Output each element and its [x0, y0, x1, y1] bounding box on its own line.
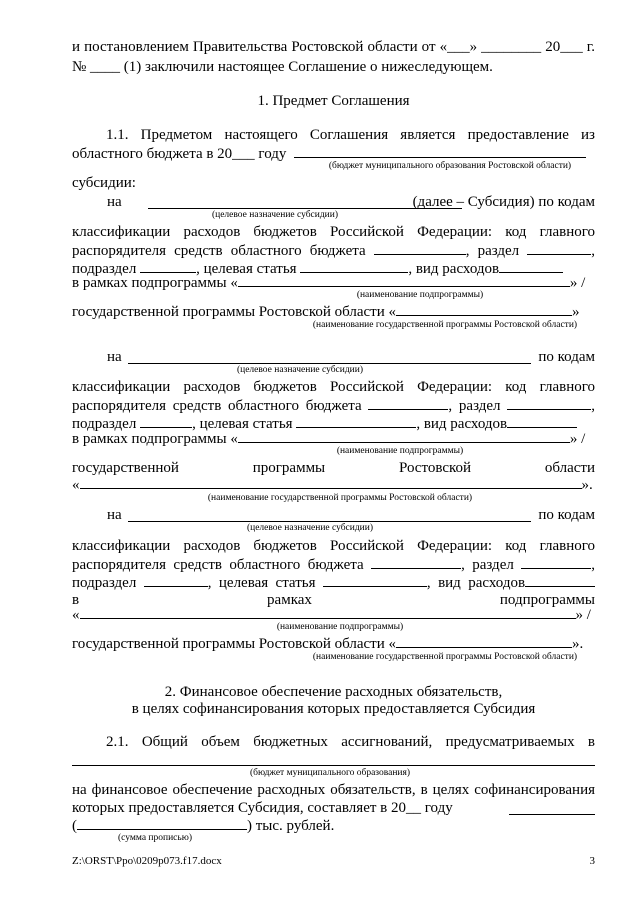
blank-field: [128, 508, 531, 522]
text-segment: » /: [569, 431, 586, 447]
blank-field: [300, 259, 408, 273]
paragraph-1-1: 1.1. Предметом настоящего Соглашения является предоставление из: [106, 127, 595, 143]
blank-field: [77, 816, 247, 830]
text-segment: , вид расходов: [426, 575, 526, 591]
field-caption: (наименование подпрограммы): [356, 290, 484, 300]
blank-field: [140, 259, 196, 273]
field-caption: (целевое назначение субсидии): [211, 210, 339, 220]
text-segment: распорядителя средств областного бюджета: [72, 398, 362, 414]
text-line: субсидии:: [72, 175, 136, 191]
blank-field: [294, 144, 586, 158]
text-segment: подраздел: [72, 575, 137, 591]
text-segment: подпрограммы: [499, 592, 596, 608]
blank-field: [144, 573, 208, 587]
field-caption: (наименование государственной программы Ростовской области): [207, 493, 473, 503]
text-segment: на: [107, 194, 122, 210]
text-segment: Ростовской: [398, 460, 472, 476]
blank-field: [507, 414, 577, 428]
blank-field: [507, 396, 591, 410]
text-segment: » /: [569, 275, 586, 291]
text-segment: государственной: [72, 460, 179, 476]
section-heading-2: 2. Финансовое обеспечение расходных обязательств,: [164, 684, 503, 700]
text-segment: ».: [581, 477, 593, 493]
text-line: распорядителя средств областного бюджета , раздел ,: [72, 557, 596, 573]
page-number: 3: [589, 855, 595, 867]
field-caption: (целевое назначение субсидии): [246, 523, 374, 533]
text-line: [72, 302, 595, 321]
text-segment: программы: [252, 460, 326, 476]
footer-file-path: Z:\ORST\Ppo\0209p073.f17.docx: [72, 855, 222, 867]
field-caption: (целевое назначение субсидии): [236, 365, 364, 375]
text-line: № ____ (1) заключили настоящее Соглашение о нижеследующем.: [72, 59, 493, 75]
text-line: распорядителя средств областного бюджета , раздел ,: [72, 398, 595, 414]
text-line: классификации расходов бюджетов Российской Федерации: код главного: [72, 224, 595, 240]
text-segment: области: [544, 460, 596, 476]
text-segment: подраздел: [72, 261, 137, 277]
text-segment: (далее – Субсидия) по кодам: [412, 194, 595, 210]
text-segment: »: [572, 304, 580, 320]
blank-field: [323, 573, 427, 587]
text-segment: на: [107, 349, 122, 365]
text-segment: , целевая статья: [192, 416, 293, 432]
text-segment: (: [72, 818, 77, 834]
blank-field: [140, 414, 192, 428]
blank-field: [80, 605, 576, 619]
field-caption: (наименование государственной программы Ростовской области): [312, 320, 578, 330]
text-segment: которых предоставляется Субсидия, составляет в 20__ году: [72, 800, 453, 816]
text-line: на финансовое обеспечение расходных обязательств, в целях софинансирования: [72, 782, 595, 798]
field-caption: (наименование подпрограммы): [276, 622, 404, 632]
text-line: классификации расходов бюджетов Российской Федерации: код главного: [72, 538, 595, 554]
text-segment: государственной программы Ростовской области «: [72, 636, 397, 652]
blank-field: [374, 241, 466, 255]
blank-field: [128, 350, 531, 364]
field-caption: (наименование государственной программы Ростовской области): [312, 652, 578, 662]
field-caption: (сумма прописью): [118, 833, 192, 843]
text-segment: распорядителя средств областного бюджета: [72, 557, 364, 573]
blank-field: [368, 396, 448, 410]
text-segment: на: [107, 507, 122, 523]
blank-field: [499, 259, 563, 273]
blank-field: [396, 634, 572, 648]
text-line: распорядителя средств областного бюджета , раздел ,: [72, 243, 596, 259]
text-segment: , целевая статья: [207, 575, 316, 591]
text-segment: , раздел: [448, 398, 501, 414]
text-segment: , вид расходов: [416, 416, 508, 432]
text-segment: в рамках подпрограммы «: [72, 431, 238, 447]
text-segment: , целевая статья: [196, 261, 297, 277]
text-segment: по кодам: [538, 507, 595, 523]
text-line: [72, 799, 595, 817]
text-segment: , раздел: [461, 557, 514, 573]
blank-field: [72, 752, 595, 766]
field-caption: (бюджет муниципального образования): [249, 768, 411, 778]
text-segment: распорядителя средств областного бюджета: [72, 243, 366, 259]
text-segment: подраздел: [72, 416, 137, 432]
text-segment: в рамках подпрограммы «: [72, 275, 238, 291]
text-segment: по кодам: [538, 349, 595, 365]
text-segment: государственной программы Ростовской области «: [72, 304, 397, 320]
field-caption: (бюджет муниципального образования Ростовской области): [328, 161, 572, 171]
text-segment: ) тыс. рублей.: [247, 818, 335, 834]
section-heading-2-sub: в целях софинансирования которых предоставляется Субсидия: [131, 701, 536, 717]
blank-field: [238, 429, 570, 443]
blank-field: [296, 414, 416, 428]
text-segment: «: [72, 477, 80, 493]
text-segment: областного бюджета в 20___ году: [72, 146, 287, 162]
section-heading-1: 1. Предмет Соглашения: [257, 93, 410, 109]
blank-field: [509, 801, 595, 815]
text-segment: , раздел: [465, 243, 520, 259]
blank-field: [371, 555, 461, 569]
text-line: [72, 634, 595, 653]
blank-field: [80, 475, 582, 489]
text-line: [72, 475, 595, 494]
text-segment: в: [72, 592, 80, 608]
paragraph-2-1: 2.1. Общий объем бюджетных ассигнований, предусматриваемых в: [106, 734, 595, 750]
text-line: классификации расходов бюджетов Российской Федерации: код главного: [72, 379, 595, 395]
text-segment: » /: [575, 607, 591, 623]
blank-field: [525, 573, 595, 587]
text-segment: , вид расходов: [408, 261, 500, 277]
text-segment: «: [72, 607, 80, 623]
field-caption: (наименование подпрограммы): [336, 446, 464, 456]
blank-field: [521, 555, 591, 569]
text-segment: рамках: [267, 592, 312, 608]
text-line: и постановлением Правительства Ростовской области от «___» ________ 20___ г.: [72, 39, 595, 55]
text-line: [72, 573, 595, 592]
text-segment: ».: [572, 636, 584, 652]
blank-field: [396, 302, 572, 316]
blank-field: [527, 241, 591, 255]
blank-field: [238, 273, 570, 287]
